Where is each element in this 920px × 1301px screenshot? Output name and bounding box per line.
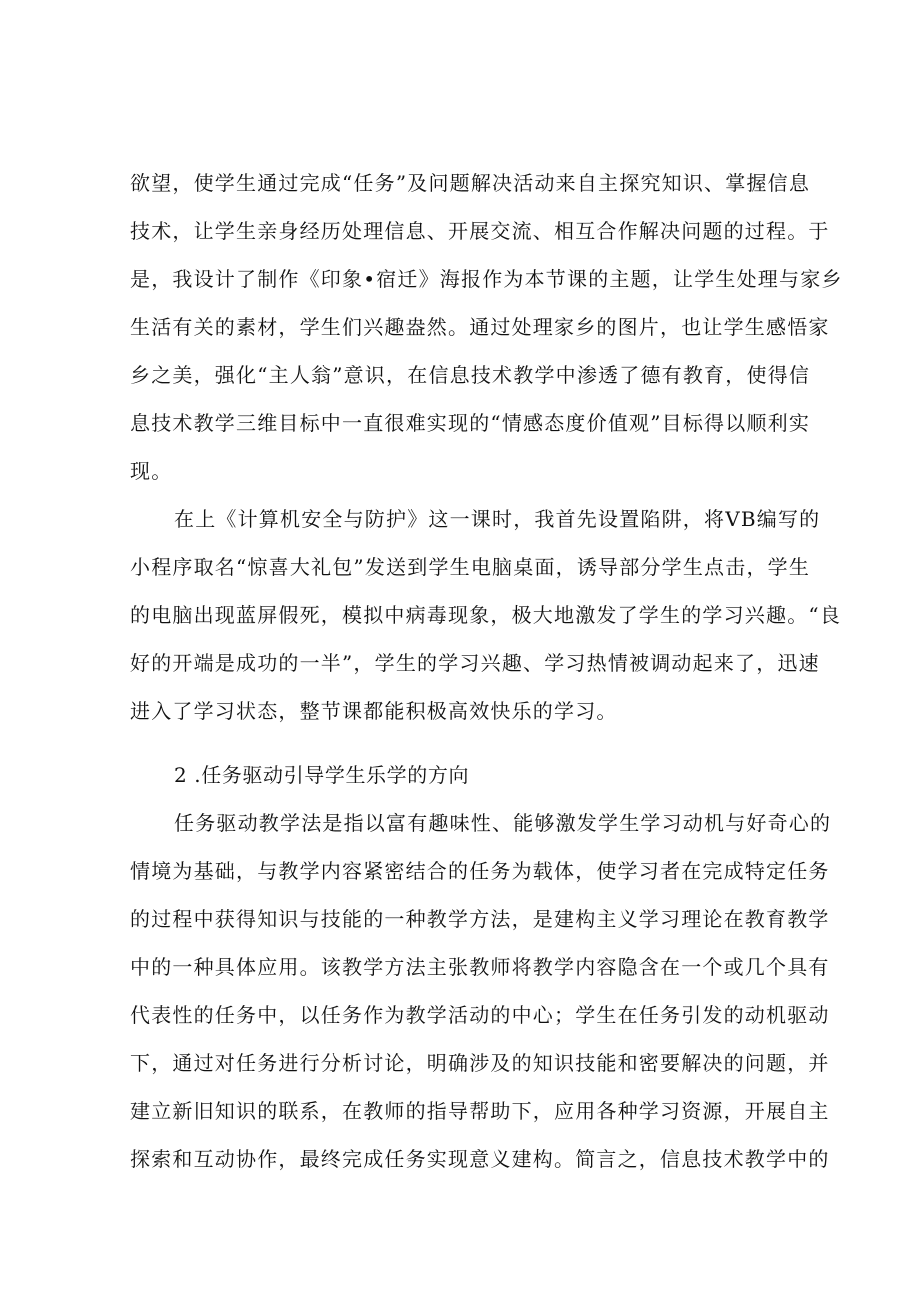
paragraph-2-line-2: 小程序取名“惊喜大礼包”发送到学生电脑桌面，诱导部分学生点击，学生 xyxy=(130,555,811,579)
paragraph-1-line-3: 是，我设计了制作《印象•宿迁》海报作为本节课的主题，让学生处理与家乡 xyxy=(130,267,843,291)
paragraph-2-line-4: 好的开端是成功的一半”，学生的学习兴趣、学习热情被调动起来了，迅速 xyxy=(130,651,820,675)
paragraph-1-line-5: 乡之美，强化“主人翁”意识，在信息技术教学中渗透了德有教育，使得信 xyxy=(130,363,811,387)
paragraph-3-line-2: 情境为基础，与教学内容紧密结合的任务为载体，使学习者在完成特定任务 xyxy=(130,859,830,883)
paragraph-2-line-3: 的电脑出现蓝屏假死，模拟中病毒现象，极大地激发了学生的学习兴趣。“良 xyxy=(130,603,842,627)
paragraph-1-line-1: 欲望，使学生通过完成“任务”及问题解决活动来自主探究知识、掌握信息 xyxy=(130,171,811,195)
paragraph-3-line-4: 中的一种具体应用。该教学方法主张教师将教学内容隐含在一个或几个具有 xyxy=(130,955,830,979)
paragraph-2-line-5: 进入了学习状态，整节课都能积极高效快乐的学习。 xyxy=(130,699,618,723)
paragraph-3-line-7: 建立新旧知识的联系，在教师的指导帮助下，应用各种学习资源，开展自主 xyxy=(130,1099,830,1123)
paragraph-2-line-1: 在上《计算机安全与防护》这一课时，我首先设置陷阱，将VB编写的 xyxy=(174,507,821,531)
paragraph-3-line-1: 任务驱动教学法是指以富有趣味性、能够激发学生学习动机与好奇心的 xyxy=(174,811,832,835)
paragraph-1-line-6: 息技术教学三维目标中一直很难实现的“情感态度价值观”目标得以顺利实 xyxy=(130,411,811,435)
paragraph-3-line-8: 探索和互动协作，最终完成任务实现意义建构。简言之，信息技术教学中的 xyxy=(130,1147,830,1171)
paragraph-3-line-5: 代表性的任务中，以任务作为教学活动的中心；学生在任务引发的动机驱动 xyxy=(130,1003,830,1027)
paragraph-1-line-4: 生活有关的素材，学生们兴趣盎然。通过处理家乡的图片，也让学生感悟家 xyxy=(130,315,830,339)
paragraph-1-line-7: 现。 xyxy=(130,459,173,483)
section-heading: 2 .任务驱动引导学生乐学的方向 xyxy=(174,763,470,787)
paragraph-3-line-3: 的过程中获得知识与技能的一种教学方法，是建构主义学习理论在教育教学 xyxy=(130,907,830,931)
paragraph-1-line-2: 技术，让学生亲身经历处理信息、开展交流、相互合作解决问题的过程。于 xyxy=(130,219,830,243)
paragraph-3-line-6: 下，通过对任务进行分析讨论，明确涉及的知识技能和密要解决的问题，并 xyxy=(130,1051,830,1075)
